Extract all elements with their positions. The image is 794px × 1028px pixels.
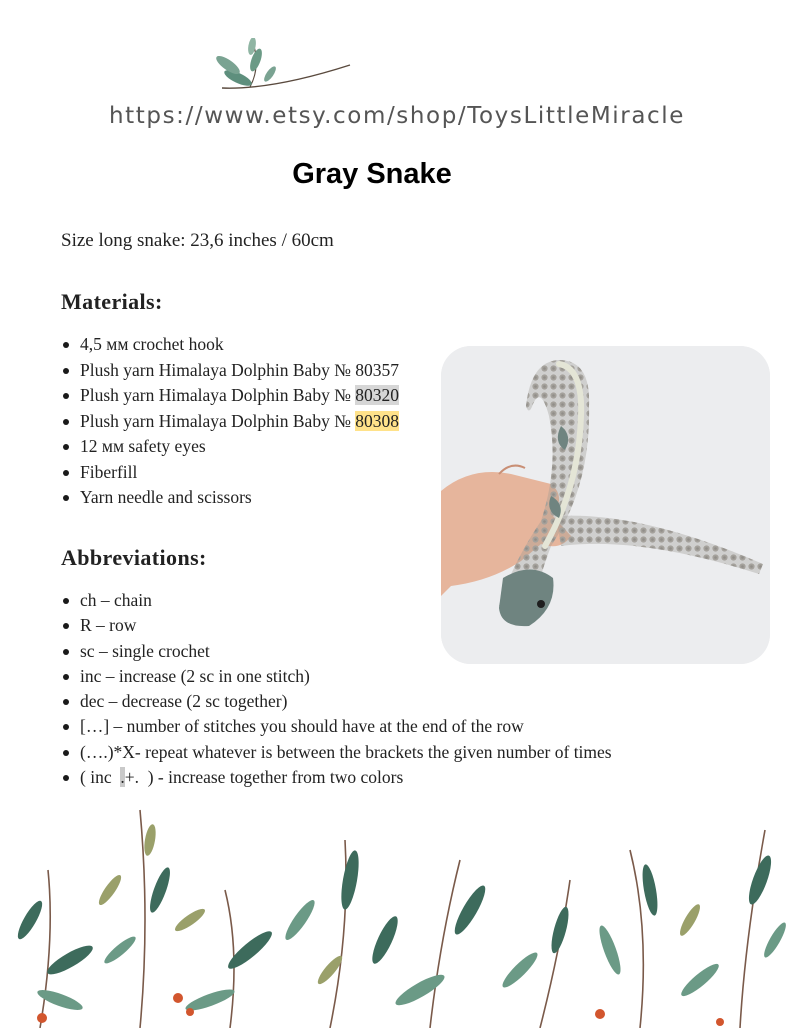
list-item: (….)*X- repeat whatever is between the brackets the given number of times (61, 740, 612, 765)
list-item: ch – chain (61, 588, 612, 613)
list-item: sc – single crochet (61, 639, 612, 664)
list-item: […] – number of stitches you should have at the end of the row (61, 714, 612, 739)
list-item: dec – decrease (2 sc together) (61, 689, 612, 714)
size-line: Size long snake: 23,6 inches / 60cm (61, 230, 334, 251)
materials-heading: Materials: (61, 289, 163, 314)
list-item: inc – increase (2 sc in one stitch) (61, 664, 612, 689)
highlighted-color-code: 80308 (355, 410, 400, 431)
foliage-border-decoration (0, 800, 794, 1028)
list-item: R – row (61, 613, 612, 638)
abbreviations-heading: Abbreviations: (61, 545, 207, 570)
list-item: Plush yarn Himalaya Dolphin Baby № 80357 (61, 358, 399, 384)
list-item: 12 мм safety eyes (61, 434, 399, 460)
materials-list (61, 332, 399, 511)
leaf-sprig-icon (212, 38, 354, 96)
shop-url: https://www.etsy.com/shop/ToysLittleMiracle (108, 103, 686, 129)
highlighted-color-code: 80320 (355, 385, 400, 405)
list-item: Yarn needle and scissors (61, 485, 399, 511)
list-item: Plush yarn Himalaya Dolphin Baby № 80308 (61, 409, 399, 435)
list-item: Fiberfill (61, 460, 399, 486)
snake-photo (441, 346, 770, 664)
page-title: Gray Snake (292, 158, 452, 190)
list-item: 4,5 мм crochet hook (61, 332, 399, 358)
list-item: ( inc .+. ) - increase together from two colors (61, 765, 612, 790)
list-item: Plush yarn Himalaya Dolphin Baby № 80320 (61, 383, 399, 409)
